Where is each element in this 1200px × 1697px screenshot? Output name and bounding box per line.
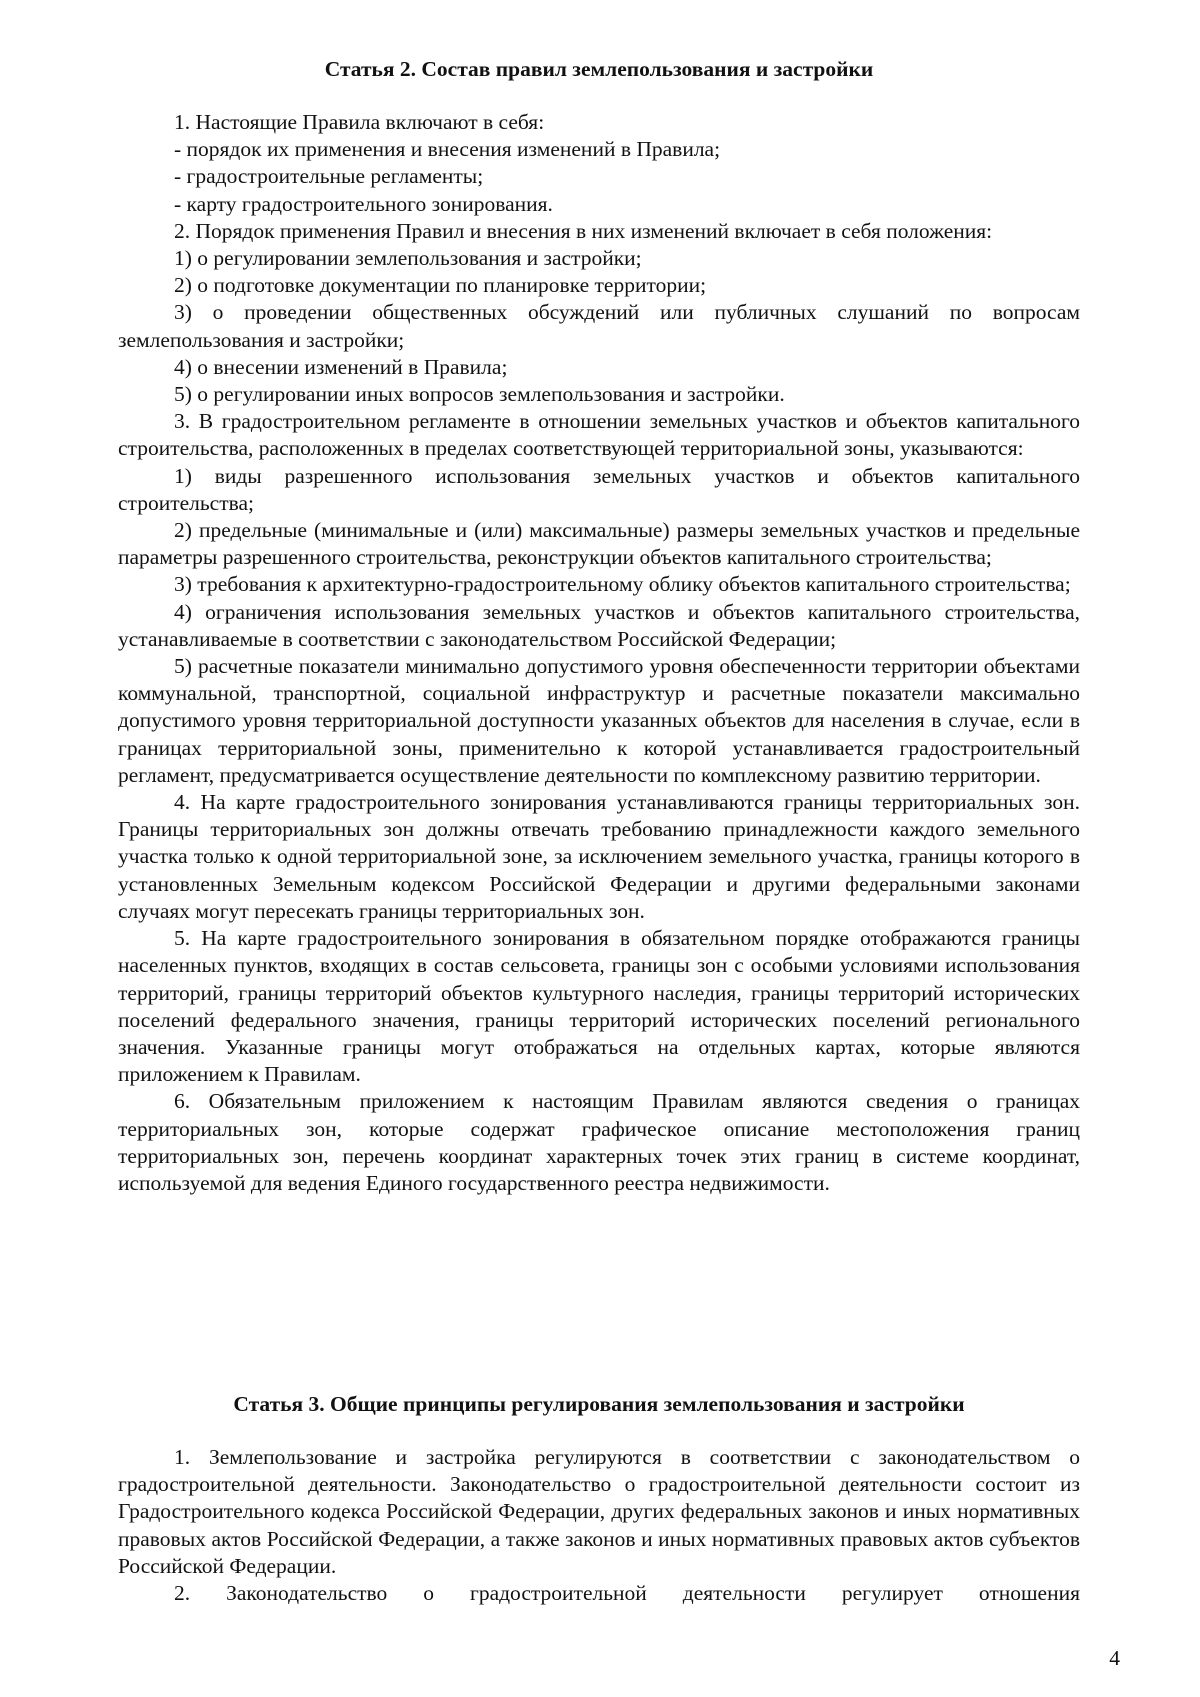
- paragraph: 2) о подготовке документации по планировке территории;: [174, 273, 707, 298]
- paragraph: 4) о внесении изменений в Правила;: [174, 354, 508, 379]
- article-3-title: Статья 3. Общие принципы регулирования землепользования и застройки: [233, 1392, 965, 1416]
- paragraph: 5. На карте градостроительного зонирования в обязательном порядке отображаются границы населенных пунктов, входящих в состав сельсовета, границы зон с особыми условиями использования территорий, границы территорий объектов культурного наследия, границы территорий исторических поселений федерального значения, границы территорий исторических поселений регионального значения. Указанные границы могут отображаться на отдельных картах, которые являются приложением к Правилам.: [118, 926, 1080, 1087]
- paragraph: 1. Землепользование и застройка регулируются в соответствии с законодательством о градостроительной деятельности. Законодательство о градостроительной деятельности состоит из Градостроительного кодекса Российской Федерации, других федеральных законов и иных нормативных правовых актов Российской Федерации, а также законов и иных нормативных правовых актов субъектов Российской Федерации.: [118, 1445, 1080, 1578]
- paragraph: 4. На карте градостроительного зонирования устанавливаются границы территориальных зон. Границы территориальных зон должны отвечать требованию принадлежности каждого земельного участка только к одной территориальной зоне, за исключением земельного участка, границы которого в установленных Земельным кодексом Российской Федерации и другими федеральными законами случаях могут пересекать границы территориальных зон.: [118, 790, 1080, 923]
- paragraph: 3) требования к архитектурно-градостроительному облику объектов капитального строительства;: [174, 572, 1071, 597]
- paragraph: 5) о регулировании иных вопросов землепользования и застройки.: [174, 382, 785, 407]
- paragraph: 2) предельные (минимальные и (или) максимальные) размеры земельных участков и предельные параметры разрешенного строительства, реконструкции объектов капитального строительства;: [118, 518, 1080, 570]
- article-3-body: [118, 1444, 1080, 1607]
- page-number: 4: [1109, 1646, 1120, 1670]
- paragraph: 6. Обязательным приложением к настоящим Правилам являются сведения о границах территориальных зон, которые содержат графическое описание местоположения границ территориальных зон, перечень координат характерных точек этих границ в системе координат, используемой для ведения Единого государственного реестра недвижимости.: [118, 1089, 1080, 1195]
- paragraph: 1) о регулировании землепользования и застройки;: [174, 246, 642, 271]
- paragraph: 3. В градостроительном регламенте в отношении земельных участков и объектов капитального строительства, расположенных в пределах соответствующей территориальной зоны, указываются:: [118, 409, 1080, 461]
- paragraph: 4) ограничения использования земельных участков и объектов капитального строительства, устанавливаемые в соответствии с законодательством Российской Федерации;: [118, 599, 1080, 651]
- paragraph: 1) виды разрешенного использования земельных участков и объектов капитального строительства;: [118, 463, 1080, 515]
- paragraph: 3) о проведении общественных обсуждений или публичных слушаний по вопросам землепользования и застройки;: [118, 300, 1080, 352]
- paragraph: - порядок их применения и внесения изменений в Правила;: [174, 137, 721, 162]
- paragraph: 5) расчетные показатели минимально допустимого уровня обеспеченности территории объектами коммунальной, транспортной, социальной инфраструктур и расчетные показатели максимально допустимого уровня территориальной доступности указанных объектов для населения в случае, если в границах территориальной зоны, применительно к которой устанавливается градостроительный регламент, предусматривается осуществление деятельности по комплексному развитию территории.: [118, 654, 1080, 787]
- article-2-body: [118, 109, 1080, 1197]
- paragraph: 1. Настоящие Правила включают в себя:: [174, 110, 545, 134]
- paragraph: 2. Законодательство о градостроительной деятельности регулирует отношения: [174, 1581, 1080, 1606]
- paragraph: 2. Порядок применения Правил и внесения в них изменений включает в себя положения:: [174, 218, 993, 243]
- article-2-title: Статья 2. Состав правил землепользования и застройки: [324, 57, 874, 81]
- paragraph: - карту градостроительного зонирования.: [174, 191, 553, 216]
- paragraph: - градостроительные регламенты;: [174, 164, 484, 189]
